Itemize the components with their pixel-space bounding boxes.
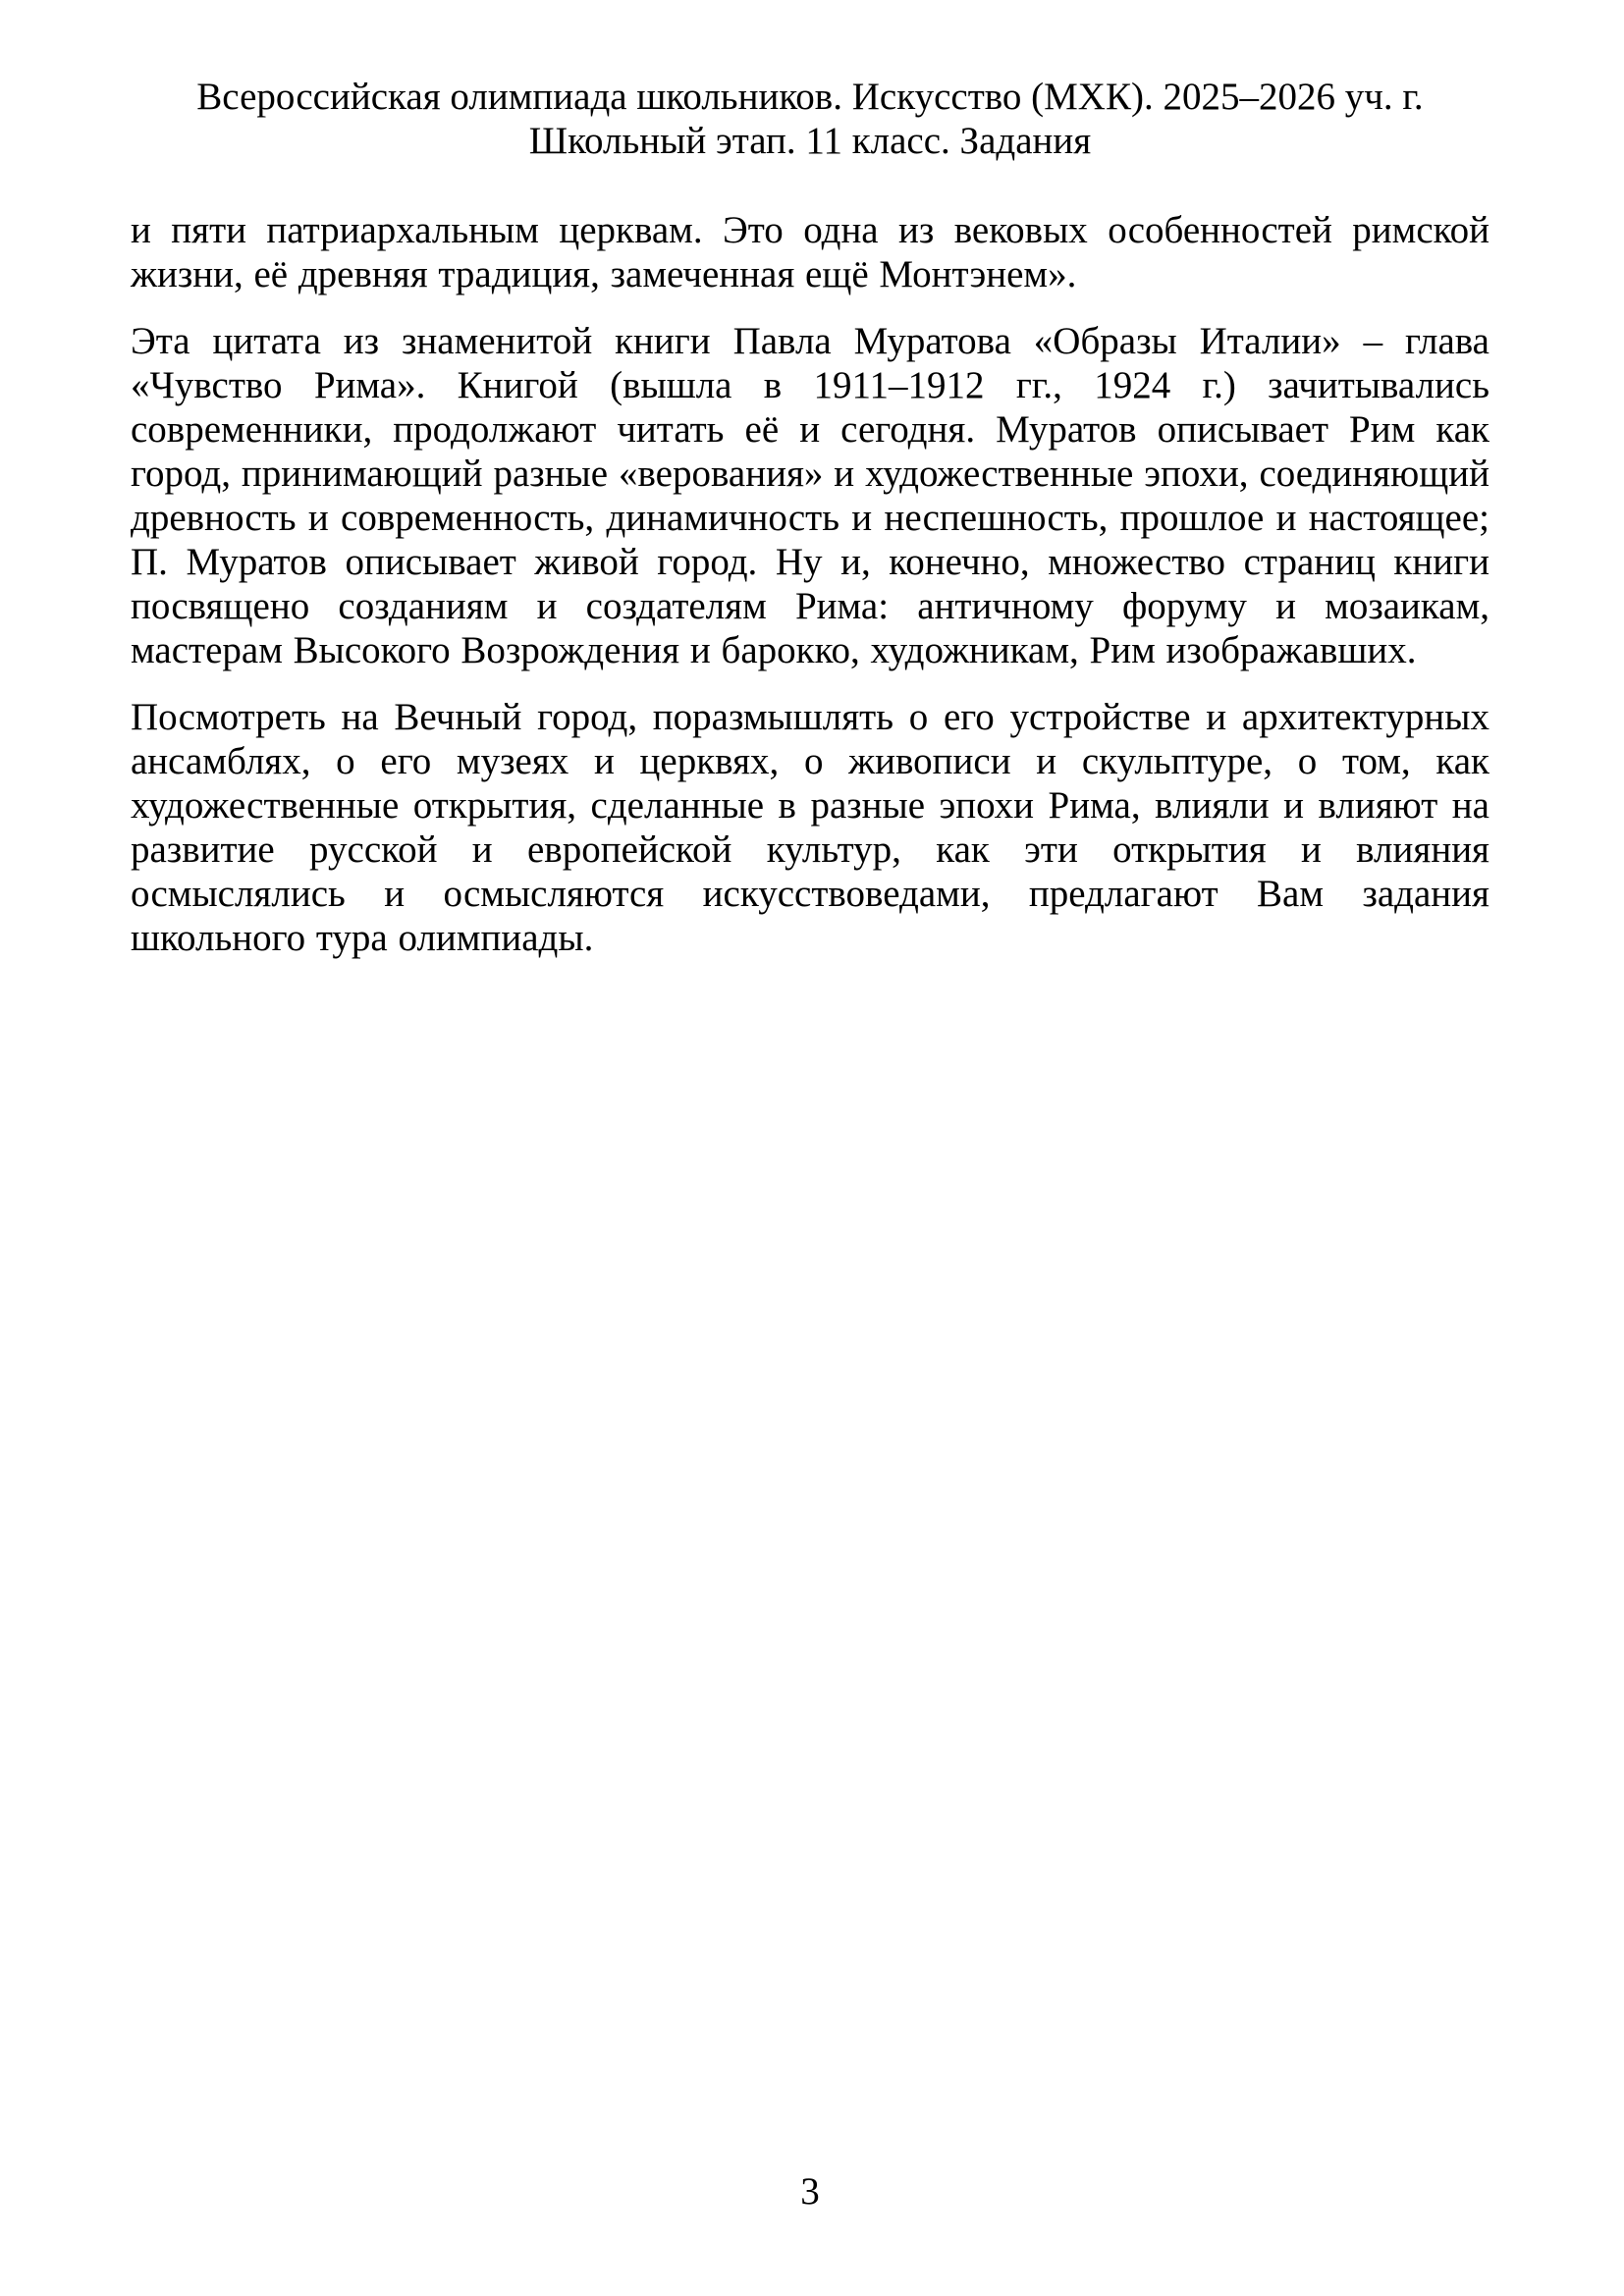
paragraph-muratov-book: Эта цитата из знаменитой книги Павла Муратова «Образы Италии» – глава «Чувство Рима». Книгой (вышла в 1911–1912 гг., 1924 г.) зачитывались современники, продолжают читать её и сегодня. Муратов описывает Рим как город, принимающий разные «верования» и художественные эпохи, соединяющий древность и современность, динамичность и неспешность, прошлое и настоящее; П. Муратов описывает живой город. Ну и, конечно, множество страниц книги посвящено созданиям и создателям Рима: античному форуму и мозаикам, мастерам Высокого Возрождения и барокко, художникам, Рим изображавших. — [131, 320, 1489, 671]
page-number: 3 — [800, 2170, 820, 2213]
paragraph-quote-continuation: и пяти патриархальным церквам. Это одна из вековых особенностей римской жизни, её древняя традиция, замеченная ещё Монтэнем». — [131, 209, 1489, 295]
page-footer — [131, 2169, 1489, 2214]
paragraph-olympiad-intro: Посмотреть на Вечный город, поразмышлять о его устройстве и архитектурных ансамблях, о его музеях и церквях, о живописи и скульптуре, о том, как художественные открытия, сделанные в разные эпохи Рима, влияли и влияют на развитие русской и европейской культур, как эти открытия и влияния осмыслялись и осмысляются искусствоведами, предлагают Вам задания школьного тура олимпиады. — [131, 696, 1489, 959]
text-column — [131, 75, 1489, 983]
document-body — [131, 208, 1489, 960]
header-line-2: Школьный этап. 11 класс. Задания — [528, 120, 1092, 162]
header-line-1: Всероссийская олимпиада школьников. Искусство (МХК). 2025–2026 уч. г. — [196, 76, 1424, 118]
page-header — [131, 75, 1489, 163]
